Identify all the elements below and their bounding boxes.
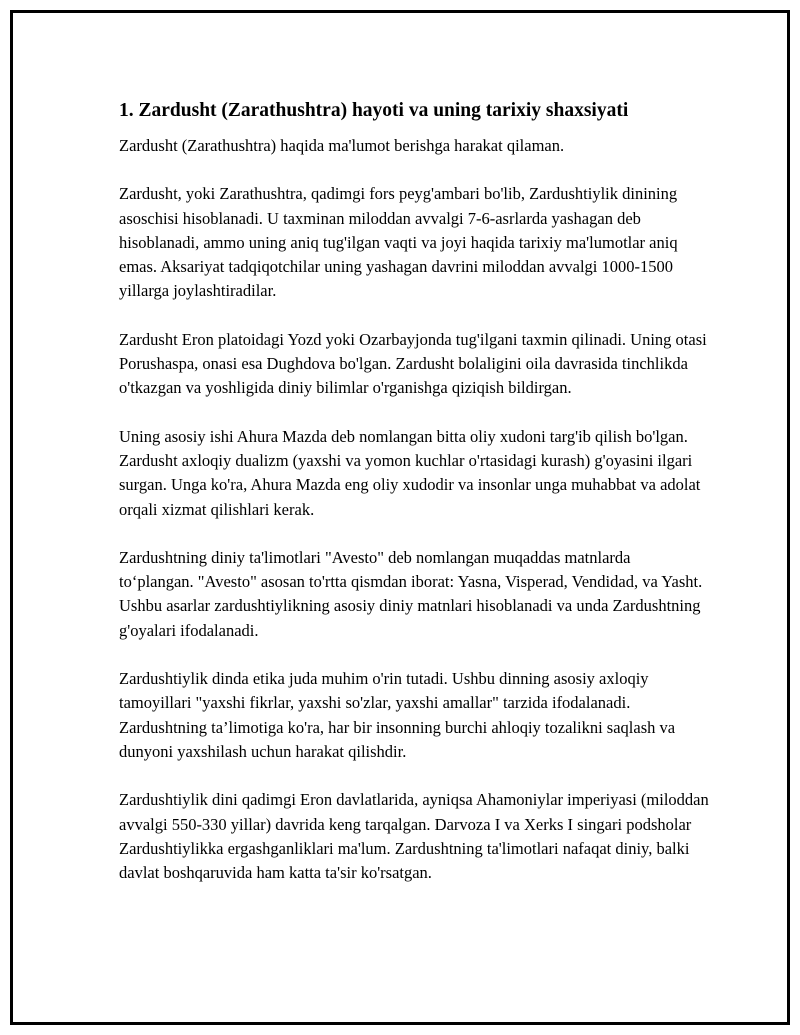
paragraph-biography: Zardusht, yoki Zarathushtra, qadimgi fors peyg'ambari bo'lib, Zardushtiylik dinining asoschisi hisoblanadi. U taxminan miloddan avvalgi 7-6-asrlarda yashagan deb hisoblanadi, ammo uning aniq tug'ilgan vaqti va joyi haqida tarixiy ma'lumotlar aniq emas. Aksariyat tadqiqotchilar uning yashagan davrini miloddan avvalgi 1000-1500 yillarga joylashtiradilar. bbox=[119, 184, 678, 301]
paragraph-birthplace: Zardusht Eron platoidagi Yozd yoki Ozarbayjonda tug'ilgani taxmin qilinadi. Uning otasi Porushaspa, onasi esa Dughdova bo'lgan. Zardusht bolaligini oila davrasida tinchlikda o'tkazgan va yoshligida diniy bilimlar o'rganishga qiziqish bildirgan. bbox=[119, 329, 707, 398]
document-title: 1. Zardusht (Zarathushtra) hayoti va uning tarixiy shaxsiyati bbox=[119, 100, 629, 121]
paragraph-avesto: Zardushtning diniy ta'limotlari "Avesto" deb nomlangan muqaddas matnlarda to‘plangan. "Avesto" asosan to'rtta qismdan iborat: Yasna, Visperad, Vendidad, va Yasht. Ushbu asarlar zardushtiylikning asosiy diniy matnlari hisoblanadi va unda Zardushtning g'oyalari ifodalanadi. bbox=[119, 547, 703, 640]
paragraph-ahura-mazda: Uning asosiy ishi Ahura Mazda deb nomlangan bitta oliy xudoni targ'ib qilish bo'lgan. Zardusht axloqiy dualizm (yaxshi va yomon kuchlar o'rtasidagi kurash) g'oyasini ilgari surgan. Unga ko'ra, Ahura Mazda eng oliy xudodir va insonlar unga muhabbat va adolat orqali xizmat qilishlari kerak. bbox=[119, 426, 701, 519]
paragraph-ethics: Zardushtiylik dinda etika juda muhim o'rin tutadi. Ushbu dinning asosiy axloqiy tamoyillari "yaxshi fikrlar, yaxshi so'zlar, yaxshi amallar" tarzida ifodalanadi. Zardushtning ta’limotiga ko'ra, har bir insonning burchi ahloqiy tozalikni saqlash va dunyoni yaxshilash uchun harakat qilishdir. bbox=[119, 669, 676, 761]
paragraph-spread: Zardushtiylik dini qadimgi Eron davlatlarida, ayniqsa Ahamoniylar imperiyasi (miloddan avvalgi 550-330 yillar) davrida keng tarqalgan. Darvoza I va Xerks I singari podsholar Zardushtiylikka ergashganliklari ma'lum. Zardushtning ta'limotlari nafaqat diniy, balki davlat boshqaruvida ham katta ta'sir ko'rsatgan. bbox=[119, 790, 709, 883]
page-frame bbox=[10, 10, 790, 1025]
document-body bbox=[119, 96, 709, 909]
paragraph-intro: Zardusht (Zarathushtra) haqida ma'lumot berishga harakat qilaman. bbox=[119, 136, 565, 155]
